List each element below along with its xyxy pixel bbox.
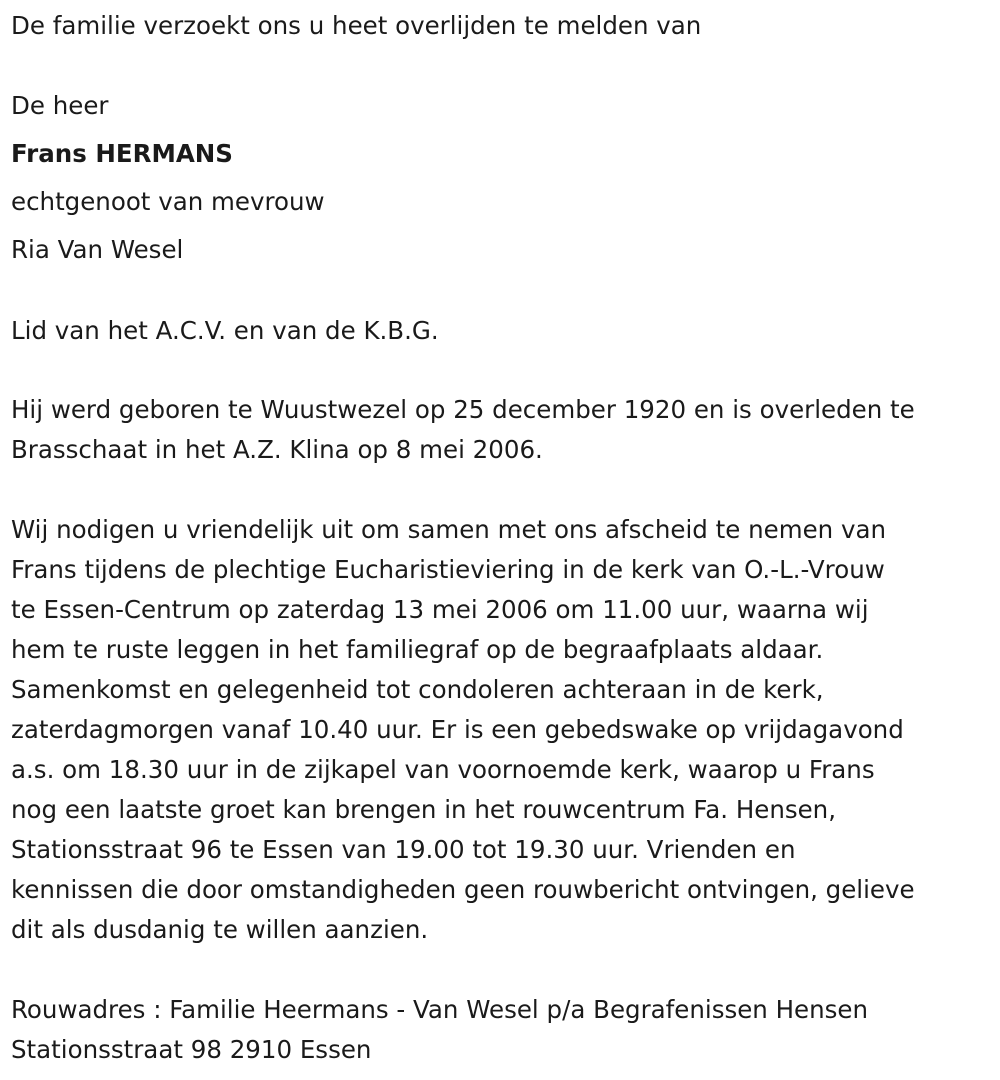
intro-text: De familie verzoekt ons u heet overlijden te melden van xyxy=(11,11,702,40)
service-line: kennissen die door omstandigheden geen rouwbericht ontvingen, gelieve xyxy=(11,875,915,904)
deceased-name: Frans HERMANS xyxy=(11,139,233,168)
membership-text: Lid van het A.C.V. en van de K.B.G. xyxy=(11,316,439,345)
service-line: Wij nodigen u vriendelijk uit om samen met ons afscheid te nemen van xyxy=(11,515,887,544)
bio-line: Hij werd geboren te Wuustwezel op 25 december 1920 en is overleden te xyxy=(11,395,915,424)
service-line: nog een laatste groet kan brengen in het rouwcentrum Fa. Hensen, xyxy=(11,795,836,824)
service-line: zaterdagmorgen vanaf 10.40 uur. Er is een gebedswake op vrijdagavond xyxy=(11,715,904,744)
bio-line: Brasschaat in het A.Z. Klina op 8 mei 2006. xyxy=(11,435,543,464)
service-line: dit als dusdanig te willen aanzien. xyxy=(11,915,429,944)
service-line: te Essen-Centrum op zaterdag 13 mei 2006 om 11.00 uur, waarna wij xyxy=(11,595,869,624)
spouse-name: Ria Van Wesel xyxy=(11,235,184,264)
mourning-address xyxy=(11,990,868,1070)
service-line: Stationsstraat 96 te Essen van 19.00 tot 19.30 uur. Vrienden en xyxy=(11,835,796,864)
address-line: Stationsstraat 98 2910 Essen xyxy=(11,1035,372,1064)
spouse-label: echtgenoot van mevrouw xyxy=(11,187,325,216)
service-line: a.s. om 18.30 uur in de zijkapel van voornoemde kerk, waarop u Frans xyxy=(11,755,875,784)
service-line: hem te ruste leggen in het familiegraf op de begraafplaats aldaar. xyxy=(11,635,824,664)
address-line: Rouwadres : Familie Heermans - Van Wesel p/a Begrafenissen Hensen xyxy=(11,995,868,1024)
salutation: De heer xyxy=(11,91,109,120)
bio-paragraph xyxy=(11,390,915,470)
service-line: Frans tijdens de plechtige Eucharistieviering in de kerk van O.-L.-Vrouw xyxy=(11,555,885,584)
service-paragraph xyxy=(11,510,915,950)
service-line: Samenkomst en gelegenheid tot condoleren achteraan in de kerk, xyxy=(11,675,824,704)
